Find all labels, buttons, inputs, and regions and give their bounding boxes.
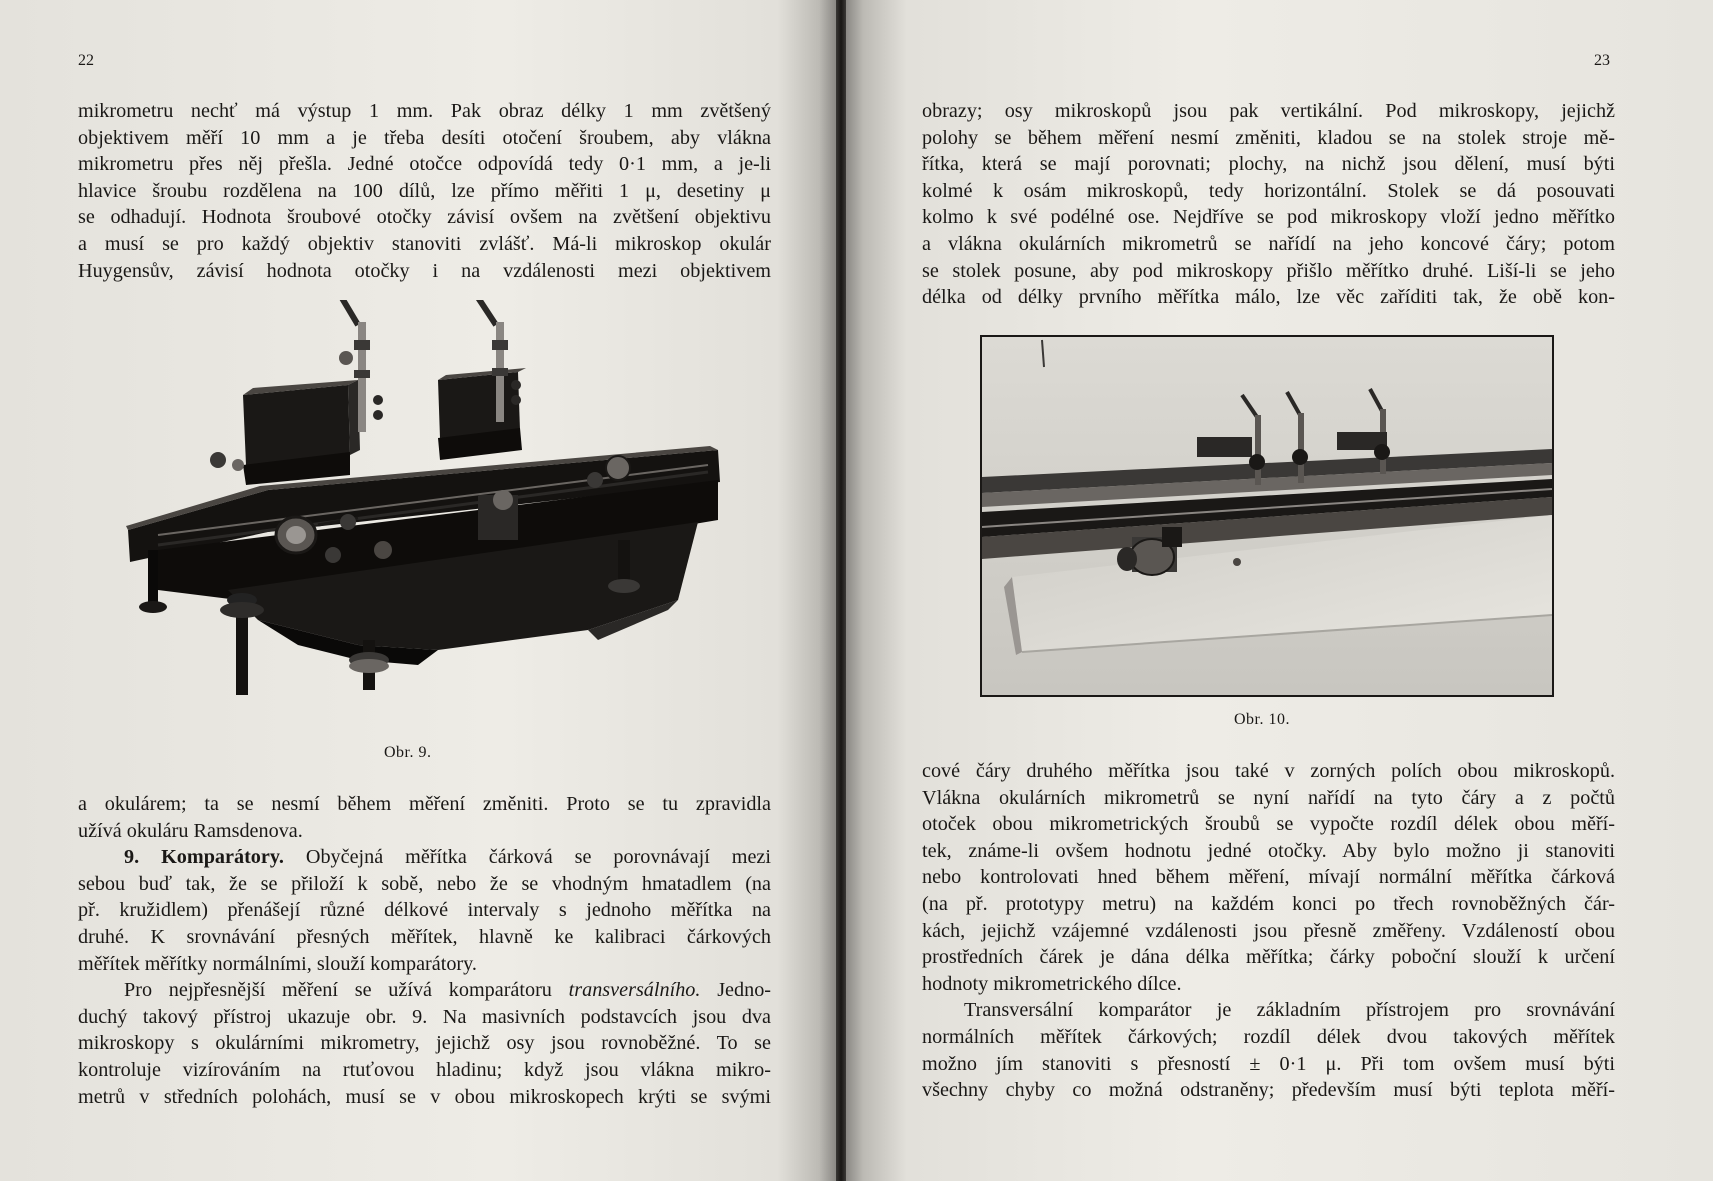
text-line: hlavice šroubu rozdělena na 100 dílů, lze přímo měřiti 1 μ, desetiny μ (78, 179, 771, 202)
right-top-paragraph (922, 98, 1615, 311)
text-line: Huygensův, závisí hodnota otočky i na vzdálenosti mezi objektivem (78, 259, 771, 282)
italic-term: transversálního. (568, 979, 701, 1002)
text-line: sebou buď tak, že se přiloží k sobě, nebo že se vhodným hmatadlem (na (78, 872, 771, 895)
text-line: normálních měřítek čárkových; rozdíl délek dvou takových měřítek (922, 1025, 1615, 1048)
text-line: duchý takový přístroj ukazuje obr. 9. Na masivních podstavcích jsou dva (78, 1005, 771, 1028)
section-heading-line (78, 844, 771, 871)
text-line: mikrometru přes něj přešla. Jedné otočce odpovídá tedy 0·1 mm, a je-li (78, 153, 771, 176)
text-line: Jedno- (717, 979, 772, 1002)
text-line: nebo kontrolovati hned během měření, mívají normální měřítka čárková (922, 866, 1615, 889)
text-line: otoček obou mikrometrických šroubů se vypočte rozdíl délek obou měří- (922, 813, 1615, 836)
text-line: prostředních čárek je dána délka měřítka; čárky poboční slouží k určení (922, 946, 1615, 969)
text-line: cové čáry druhého měřítka jsou také v zorných polích obou mikroskopů. (922, 760, 1615, 782)
text-line: se odhadují. Hodnota šroubové otočky závisí ovšem na zvětšení objektivu (78, 206, 771, 229)
right-bottom-text (922, 758, 1615, 1104)
page-number-right: 23 (1594, 52, 1610, 69)
text-line: Transversální komparátor je základním přístrojem pro srovnávání (964, 999, 1615, 1022)
comparator-illustration (118, 300, 728, 740)
text-line: a vlákna okulárních mikrometrů se nařídí na jeho koncové čáry; potom (922, 232, 1615, 255)
text-line: mikroskopy s okulárními mikrometry, jejichž osy jsou rovnoběžné. To se (78, 1032, 771, 1055)
text-line: Pro nejpřesnější měření se užívá komparátoru (124, 979, 552, 1002)
text-line: kolmé k osám mikroskopů, tedy horizontální. Stolek se dá posouvati (922, 179, 1615, 202)
text-line: mikrometru nechť má výstup 1 mm. Pak obraz délky 1 mm zvětšený (78, 100, 771, 122)
text-line: a musí se pro každý objektiv stanoviti zvlášť. Má-li mikroskop okulár (78, 232, 771, 255)
text-line: polohy se během měření nesmí změniti, kladou se na stolek stroje mě- (922, 126, 1615, 149)
comparator-photograph (980, 335, 1554, 697)
text-line: užívá okuláru Ramsdenova. (78, 819, 303, 842)
text-line: obrazy; osy mikroskopů jsou pak vertikální. Pod mikroskopy, jejichž (922, 100, 1615, 122)
text-line: všechny chyby co možná odstraněny; především musí býti teplota měří- (922, 1079, 1615, 1102)
text-line: (na př. prototypy metru) na každém konci po třech rovnoběžných čár- (922, 892, 1615, 915)
text-line: možno jím stanoviti s přesností ± 0·1 μ. Při tom ovšem musí býti (922, 1052, 1615, 1075)
figure-9-caption: Obr. 9. (384, 744, 432, 761)
book-gutter (836, 0, 846, 1181)
text-line: metrů v středních polohách, musí se v obou mikroskopech krýti se svými (78, 1085, 771, 1108)
text-line: délka od délky prvního měřítka málo, lze věc zaříditi tak, že obě kon- (922, 286, 1615, 309)
text-line: tek, známe-li ovšem hodnotu jedné otočky. Aby bylo možno ji stanoviti (922, 839, 1615, 862)
left-page (0, 0, 836, 1181)
text-line: druhé. K srovnávání přesných měřítek, hlavně ke kalibraci čárkových (78, 925, 771, 948)
text-line: Vlákna okulárních mikrometrů se nyní nařídí na tyto čáry a z počtů (922, 786, 1615, 809)
text-line: se stolek posune, aby pod mikroskopy přišlo měřítko druhé. Liší-li se jeho (922, 259, 1615, 282)
text-line: měřítek měřítky normálními, slouží komparátory. (78, 952, 477, 975)
left-top-paragraph (78, 98, 771, 284)
text-line: hodnoty mikrometrického dílce. (922, 972, 1182, 995)
left-bottom-text (78, 791, 771, 1110)
section-heading: 9. Komparátory. (124, 846, 284, 869)
text-line: kách, jejichž vzájemné vzdálenosti jsou přesně změřeny. Vzdáleností obou (922, 919, 1615, 942)
text-line: Obyčejná měřítka čárková se porovnávají mezi (305, 846, 771, 869)
photograph-content (982, 337, 1552, 695)
text-line: a okulárem; ta se nesmí během měření změniti. Proto se tu zpravidla (78, 793, 771, 815)
para-first-line (78, 977, 771, 1004)
text-line: kontroluje vizírováním na rtuťovou hladinu; když jsou vlákna mikro- (78, 1058, 771, 1081)
text-line: objektivem měří 10 mm a je třeba desíti otočení šroubem, aby vlákna (78, 126, 771, 149)
text-line: př. kružidlem) přenášejí různé délkové intervaly s jednoho měřítka na (78, 899, 771, 922)
figure-10-caption: Obr. 10. (1234, 711, 1290, 728)
text-line: kolmo k své podélné ose. Nejdříve se pod mikroskopy vloží jedno měřítko (922, 206, 1615, 229)
text-line: řítka, která se mají porovnati; plochy, na nichž jsou dělení, musí býti (922, 153, 1615, 176)
page-number-left: 22 (78, 52, 94, 69)
